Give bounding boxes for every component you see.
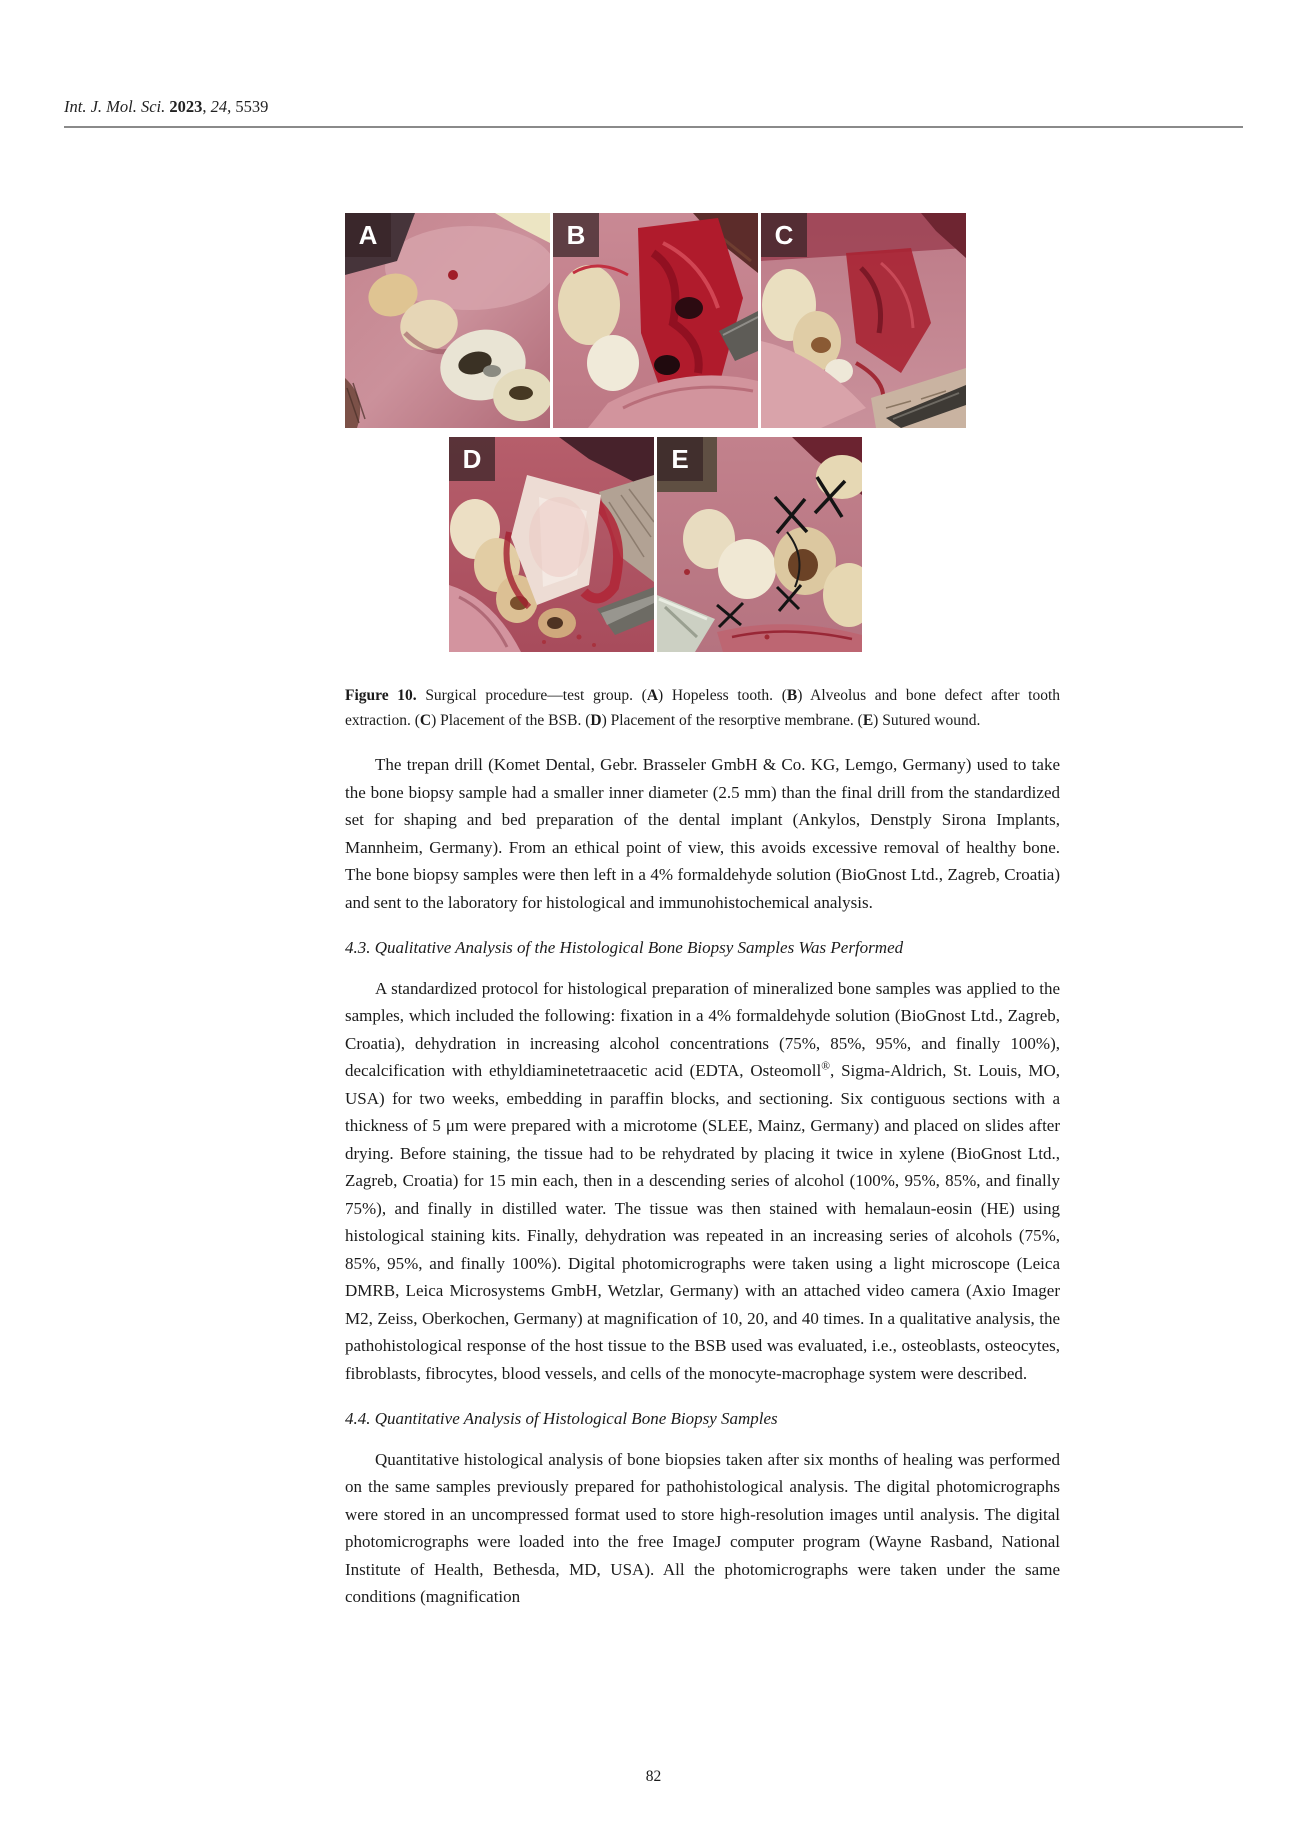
figure-panel-b — [553, 213, 758, 428]
section-heading-4-3: 4.3. Qualitative Analysis of the Histological Bone Biopsy Samples Was Performed — [345, 938, 904, 957]
panel-label-e: E — [657, 437, 703, 481]
paragraph-trepan-drill: The trepan drill (Komet Dental, Gebr. Brasseler GmbH & Co. KG, Lemgo, Germany) used to take the bone biopsy sample had a smaller inner diameter (2.5 mm) than the final drill from the standardized set for shaping and bed preparation of the dental implant (Ankylos, Denstply Sirona Implants, Mannheim, Germany). From an ethical point of view, this avoids excessive removal of healthy bone. The bone biopsy samples were then left in a 4% formaldehyde solution (BioGnost Ltd., Zagreb, Croatia) and sent to the laboratory for histological and immunohistochemical analysis. — [345, 755, 1060, 912]
paragraph-histology-protocol: A standardized protocol for histological preparation of mineralized bone samples was applied to the samples, which included the following: fixation in a 4% formaldehyde solution (BioGnost Ltd., Zagreb, Croatia), dehydration in increasing alcohol concentrations (75%, 85%, 95%, and finally 100%), decalcification with ethyldiaminetetraacetic acid (EDTA, Osteomoll®, Sigma-Aldrich, St. Louis, MO, USA) for two weeks, embedding in paraffin blocks, and sectioning. Six contiguous sections with a thickness of 5 μm were prepared with a microtome (SLEE, Mainz, Germany) and placed on slides after drying. Before staining, the tissue had to be rehydrated by placing it twice in xylene (BioGnost Ltd., Zagreb, Croatia) for 15 min each, then in a descending series of alcohol (100%, 95%, 85%, and finally 75%), and finally in distilled water. The tissue was then stained with hemalaun-eosin (HE) using histological staining kits. Finally, dehydration was repeated in an increasing series of alcohols (75%, 85%, 95%, and finally 100%). Digital photomicrographs were taken using a light microscope (Leica DMRB, Leica Microsystems GmbH, Wetzlar, Germany) with an attached video camera (Axio Imager M2, Zeiss, Oberkochen, Germany) at magnification of 10, 20, and 40 times. In a qualitative analysis, the pathohistological response of the host tissue to the BSB used was evaluated, i.e., osteoblasts, osteocytes, fibroblasts, fibrocytes, blood vessels, and cells of the monocyte-macrophage system were described. — [345, 978, 1060, 1383]
section-heading-4-4: 4.4. Quantitative Analysis of Histological Bone Biopsy Samples — [345, 1409, 778, 1428]
text-column — [345, 684, 1060, 1611]
figure-caption: Figure 10. Surgical procedure—test group. (A) Hopeless tooth. (B) Alveolus and bone defect after tooth extraction. (C) Placement of the BSB. (D) Placement of the resorptive membrane. (E) Sutured wound. — [345, 687, 1061, 729]
paragraph-quantitative-analysis: Quantitative histological analysis of bone biopsies taken after six months of healing was performed on the same samples previously prepared for pathohistological analysis. The digital photomicrographs were stored in an uncompressed format used to store high-resolution images until analysis. The digital photomicrographs were loaded into the free ImageJ computer program (Wayne Rasband, National Institute of Health, Bethesda, MD, USA). All the photomicrographs were taken under the same conditions (magnification — [345, 1449, 1060, 1606]
figure-panel-e — [657, 437, 862, 652]
figure-row-bottom — [449, 437, 1060, 652]
figure-panel-d — [449, 437, 654, 652]
page-number: 82 — [645, 1768, 662, 1785]
figure-panel-a — [345, 213, 550, 428]
figure-10 — [345, 213, 1060, 652]
figure-row-top — [345, 213, 1060, 428]
panel-label-a: A — [345, 213, 391, 257]
panel-label-c: C — [761, 213, 807, 257]
panel-label-b: B — [553, 213, 599, 257]
journal-running-head: Int. J. Mol. Sci. 2023, 24, 5539 — [64, 97, 269, 116]
header-rule — [64, 126, 1243, 128]
figure-panel-c — [761, 213, 966, 428]
panel-label-d: D — [449, 437, 495, 481]
